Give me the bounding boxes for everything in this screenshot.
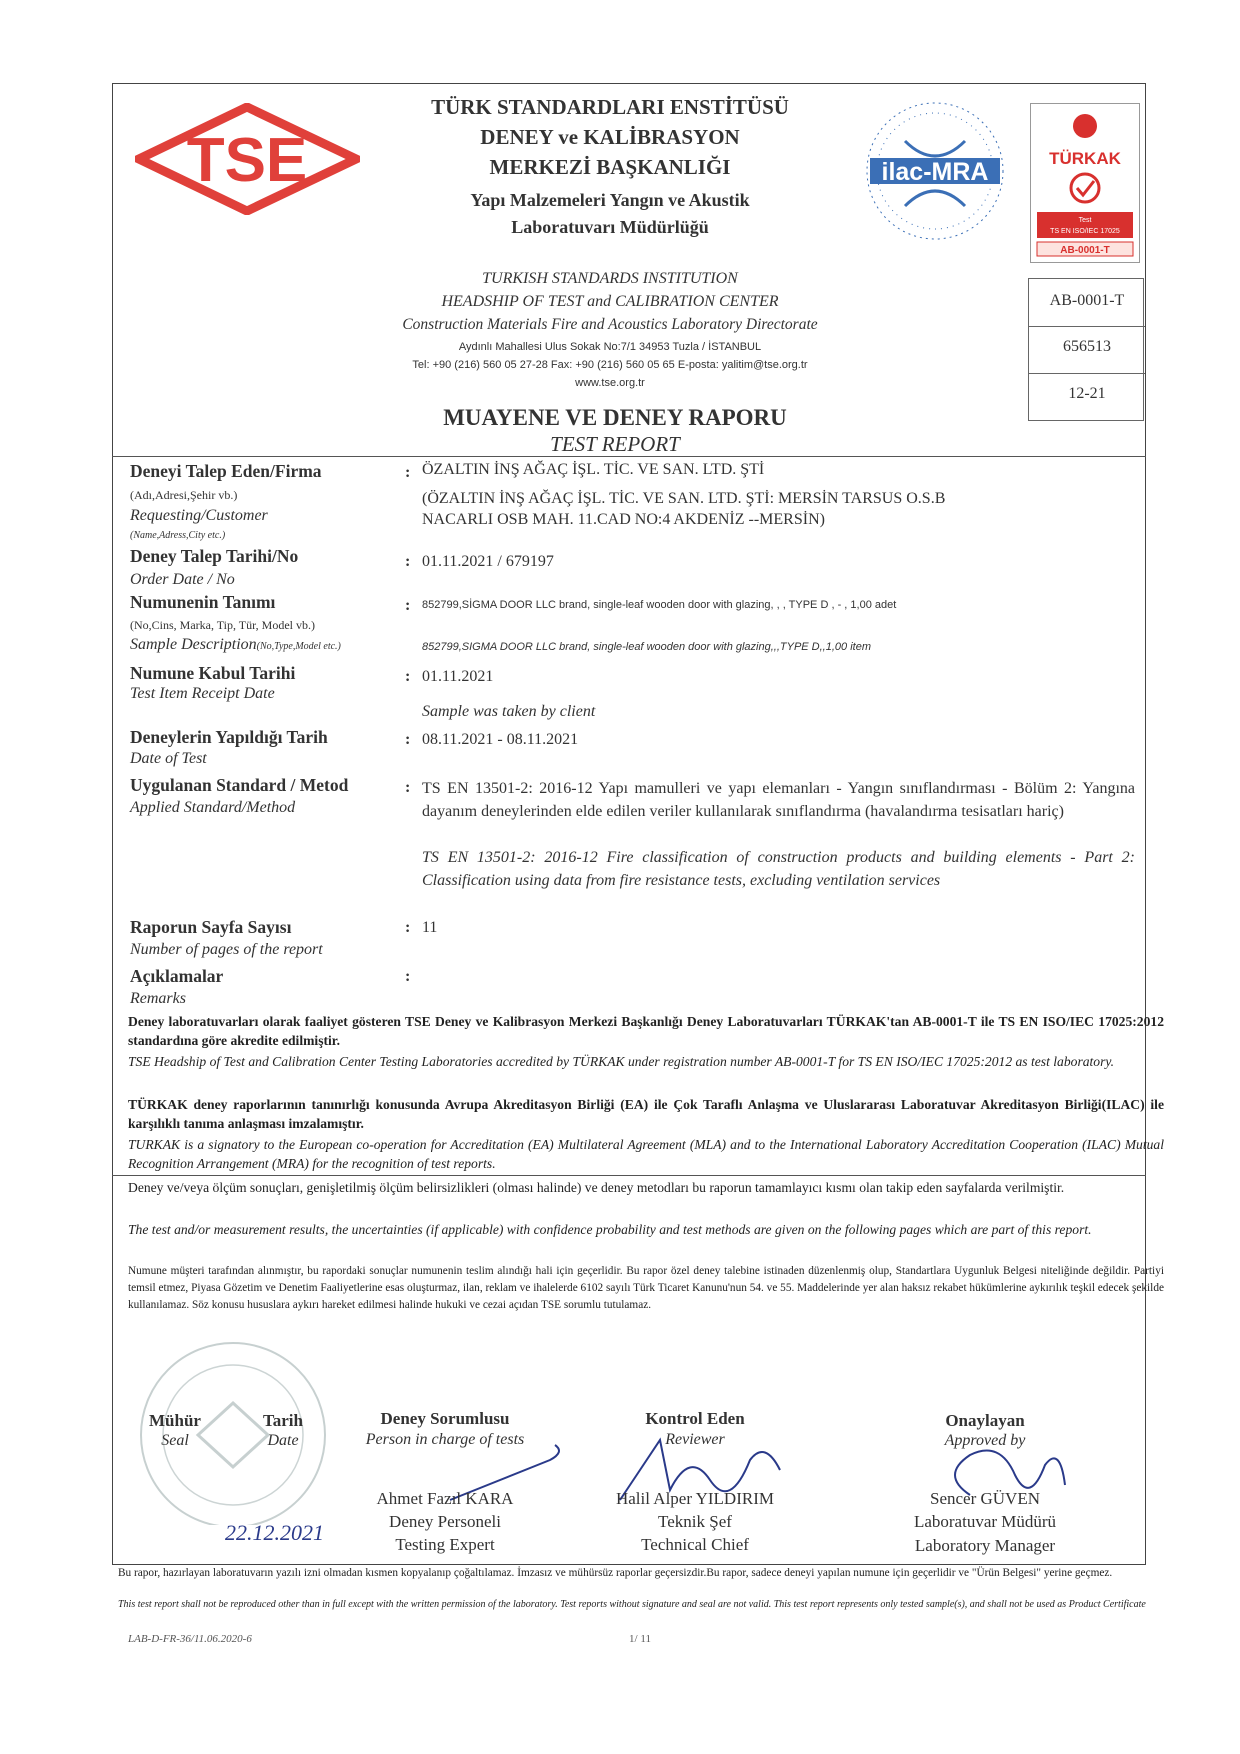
- report-number: 656513: [1063, 338, 1111, 355]
- person-title: Deney Sorumlusu: [380, 1409, 510, 1428]
- standard-label: Uygulanan Standard / Metod: [130, 775, 349, 795]
- standard-en: Applied Standard/Method: [130, 799, 296, 816]
- accreditation-statement-en: TSE Headship of Test and Calibration Center Testing Laboratories accredited by TÜRKAK under registration number AB-0001-T for TS EN ISO/IEC 17025:2012 as test laboratory.: [128, 1054, 1115, 1069]
- customer-address-2: NACARLI OSB MAH. 11.CAD NO:4 AKDENİZ --MERSİN): [422, 511, 825, 528]
- report-title: MUAYENE VE DENEY RAPORU: [443, 405, 787, 430]
- report-subtitle: TEST REPORT: [550, 432, 680, 456]
- customer-label: Deneyi Talep Eden/Firma: [130, 461, 322, 481]
- accreditation-code: AB-0001-T: [1049, 292, 1125, 309]
- reviewer-name: Halil Alper YILDIRIM: [615, 1489, 774, 1508]
- customer-sub: (Adı,Adresi,Şehir vb.): [130, 488, 238, 502]
- institute-en-1: TURKISH STANDARDS INSTITUTION: [482, 270, 738, 287]
- person-role-en: Testing Expert: [395, 1535, 495, 1554]
- svg-text:ilac-MRA: ilac-MRA: [881, 158, 989, 186]
- approver-role: Laboratuvar Müdürü: [913, 1512, 1057, 1531]
- report-codes-box: [1028, 278, 1144, 421]
- sample-en: Sample Description(No,Type,Model etc.): [130, 636, 341, 653]
- website: www.tse.org.tr: [575, 377, 645, 389]
- institute-en-3: Construction Materials Fire and Acoustics Laboratory Directorate: [402, 316, 818, 333]
- sample-label: Numunenin Tanımı: [130, 592, 276, 612]
- receipt-label: Numune Kabul Tarihi: [130, 663, 296, 683]
- svg-text:TÜRKAK: TÜRKAK: [1049, 149, 1121, 168]
- testdate-en: Date of Test: [130, 750, 207, 767]
- legal-statement-tr: Numune müşteri tarafından alınmıştır, bu rapordaki sonuçlar numunenin teslim alındığı hali için geçerlidir. Bu rapor özel deney talebine istinaden düzenlenmiş olup, Standartlara Uygunluk Belgesi niteliğinde değildir. Partiyi temsil etmez, Piyasa Gözetim ve Denetim Faaliyetlerine esas oluşturmaz, ilan, reklam ve ihalelerde 6102 sayılı Türk Ticaret Kanunu'nun 54. ve 55. Maddelerinde yer alan haksız rekabet hükümlerine aykırılık teşkil edecek şekilde kullanılamaz. Söz konusu hususlara aykırı hareket edilmesi halinde hukuki ve cezai açıdan TSE sorumlu tutulamaz.: [128, 1265, 1164, 1311]
- sample-sub: (No,Cins, Marka, Tip, Tür, Model vb.): [130, 618, 315, 632]
- institute-title-1: TÜRK STANDARDLARI ENSTİTÜSÜ: [431, 95, 789, 119]
- order-en: Order Date / No: [130, 571, 235, 588]
- institute-title-2: DENEY ve KALİBRASYON: [480, 125, 740, 149]
- pages-value: 11: [422, 919, 438, 936]
- svg-text:TS EN ISO/IEC 17025: TS EN ISO/IEC 17025: [1050, 228, 1120, 235]
- remarks-en: Remarks: [130, 990, 186, 1007]
- testdate-label: Deneylerin Yapıldığı Tarih: [130, 727, 328, 747]
- svg-text:TSE: TSE: [186, 126, 308, 195]
- lab-title-1: Yapı Malzemeleri Yangın ve Akustik: [470, 190, 750, 210]
- ilac-mra-logo: [860, 96, 1010, 246]
- standard-value-en: TS EN 13501-2: 2016-12 Fire classification of construction products and building elements - Part 2: Classification using data from fire resistance tests, excluding ventilation services: [422, 849, 1135, 889]
- results-statement-en: The test and/or measurement results, the uncertainties (if applicable) with confidence probability and test methods are given on the following pages which are part of this report.: [128, 1222, 1092, 1237]
- address: Aydınlı Mahallesi Ulus Sokak No:7/1 34953 Tuzla / İSTANBUL: [458, 341, 762, 353]
- page-number: 1/ 11: [629, 1633, 651, 1645]
- customer-value: ÖZALTIN İNŞ AĞAÇ İŞL. TİC. VE SAN. LTD. ŞTİ: [422, 461, 765, 478]
- mla-statement-en: TURKAK is a signatory to the European co-operation for Accreditation (EA) Multilateral Agreement (MLA) and to the International Laboratory Accreditation Cooperation (ILAC) Mutual Recognition Arrangement (MRA) for the recognition of test reports.: [128, 1137, 1164, 1171]
- approver-title-en: Approved by: [944, 1432, 1026, 1449]
- date-en: Date: [267, 1432, 299, 1449]
- standard-value-tr: TS EN 13501-2: 2016-12 Yapı mamulleri ve yapı elemanları - Yangın sınıflandırması - Bölüm 2: Yangına dayanım deneylerinden elde edilen veriler kullanılarak sınıflandırma (havalandırma tesisatları hariç): [422, 780, 1135, 820]
- results-statement-tr: Deney ve/veya ölçüm sonuçları, genişletilmiş ölçüm belirsizlikleri (olması halinde) ve deney metodları bu raporun tamamlayıcı kısmı olan takip eden sayfalarda verilmiştir.: [128, 1180, 1065, 1195]
- footer-note-tr: Bu rapor, hazırlayan laboratuvarın yazılı izni olmadan kısmen kopyalanıp çoğaltılamaz. İmzasız ve mühürsüz raporlar geçersizdir.Bu rapor, sadece deneyi yapılan numune için geçerlidir ve "Ürün Belgesi" yerine geçmez.: [118, 1567, 1113, 1579]
- footer-note-en: This test report shall not be reproduced other than in full except with the written permission of the laboratory. Test reports without signature and seal are not valid. This test report represents only tested sample(s), and shall not be used as Product Certificate: [118, 1599, 1146, 1610]
- customer-address-1: (ÖZALTIN İNŞ AĞAÇ İŞL. TİC. VE SAN. LTD. ŞTİ: MERSİN TARSUS O.S.B: [422, 490, 946, 507]
- reviewer-title-en: Reviewer: [665, 1431, 725, 1448]
- mla-statement-tr: TÜRKAK deney raporlarının tanınırlığı konusunda Avrupa Akreditasyon Birliği (EA) ile Çok Taraflı Anlaşma ve Uluslararası Laboratuvar Akreditasyon Birliği(ILAC) ile karşılıklı tanıma anlaşması imzalamıştır.: [128, 1097, 1164, 1131]
- seal-label: Mühür: [149, 1411, 201, 1430]
- divider: [112, 456, 1146, 457]
- handwritten-date: 22.12.2021: [225, 1520, 324, 1545]
- tse-logo: [135, 103, 360, 215]
- seal-en: Seal: [161, 1432, 189, 1449]
- sample-value-en: 852799,SIGMA DOOR LLC brand, single-leaf wooden door with glazing,,,TYPE D,,1,00 item: [422, 641, 871, 653]
- customer-en-sub: (Name,Adress,City etc.): [130, 530, 226, 541]
- approver-name: Sencer GÜVEN: [930, 1489, 1040, 1508]
- reviewer-role-en: Technical Chief: [641, 1535, 749, 1554]
- testdate-value: 08.11.2021 - 08.11.2021: [422, 731, 579, 748]
- sample-value-tr: 852799,SİGMA DOOR LLC brand, single-leaf wooden door with glazing, , , TYPE D , - , 1,00 adet: [422, 599, 897, 611]
- turkak-logo: [1030, 103, 1140, 263]
- form-code: LAB-D-FR-36/11.06.2020-6: [128, 1633, 252, 1645]
- pages-label: Raporun Sayfa Sayısı: [130, 917, 292, 937]
- person-title-en: Person in charge of tests: [365, 1431, 525, 1448]
- receipt-note: Sample was taken by client: [422, 703, 596, 720]
- reviewer-title: Kontrol Eden: [645, 1409, 745, 1428]
- customer-en: Requesting/Customer: [130, 507, 268, 524]
- approver-title: Onaylayan: [945, 1411, 1025, 1430]
- svg-text:Test: Test: [1078, 217, 1092, 224]
- pages-en: Number of pages of the report: [130, 941, 323, 958]
- approver-role-en: Laboratory Manager: [914, 1536, 1056, 1555]
- divider: [112, 1175, 1146, 1176]
- date-code: 12-21: [1068, 385, 1106, 402]
- contact: Tel: +90 (216) 560 05 27-28 Fax: +90 (216) 560 05 65 E-posta: yalitim@tse.org.tr: [412, 359, 808, 371]
- reviewer-role: Teknik Şef: [658, 1512, 732, 1531]
- person-role: Deney Personeli: [389, 1512, 501, 1531]
- remarks-label: Açıklamalar: [130, 966, 224, 986]
- order-label: Deney Talep Tarihi/No: [130, 546, 299, 566]
- receipt-value: 01.11.2021: [422, 668, 494, 685]
- institute-en-2: HEADSHIP OF TEST and CALIBRATION CENTER: [441, 293, 779, 310]
- svg-text:AB-0001-T: AB-0001-T: [1060, 245, 1110, 256]
- receipt-en: Test Item Receipt Date: [130, 685, 275, 702]
- accreditation-statement-tr: Deney laboratuvarları olarak faaliyet gösteren TSE Deney ve Kalibrasyon Merkezi Başkanlığı Deney Laboratuvarları TÜRKAK'tan AB-0001-T ile TS EN ISO/IEC 17025:2012 standardına göre akredite edilmiştir.: [128, 1014, 1164, 1048]
- person-name: Ahmet Fazıl KARA: [376, 1489, 514, 1508]
- order-value: 01.11.2021 / 679197: [422, 553, 554, 570]
- date-label: Tarih: [262, 1411, 303, 1430]
- institute-title-3: MERKEZİ BAŞKANLIĞI: [489, 155, 731, 179]
- lab-title-2: Laboratuvarı Müdürlüğü: [511, 217, 709, 237]
